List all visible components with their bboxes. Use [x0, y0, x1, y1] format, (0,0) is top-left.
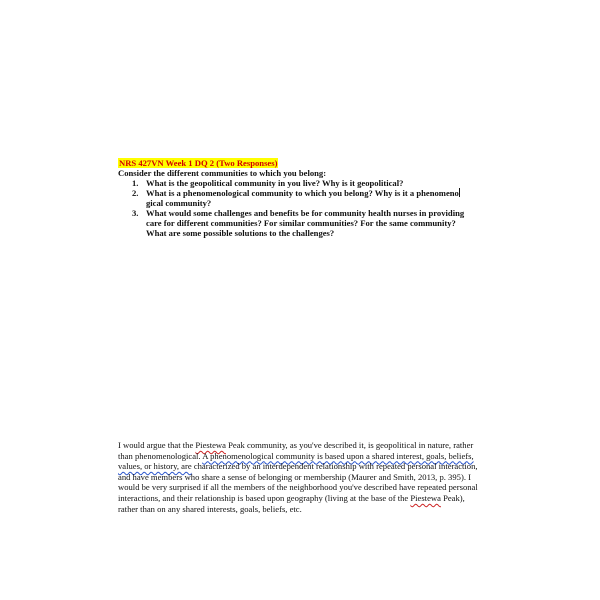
assignment-heading: NRS 427VN Week 1 DQ 2 (Two Responses): [119, 158, 278, 168]
question-text: What is the geopolitical community in you live? Why is it geopolitical?: [146, 178, 404, 188]
text-cursor: [459, 188, 460, 197]
discussion-question-block: [118, 158, 478, 238]
question-item: [118, 178, 478, 188]
question-number: 3.: [132, 208, 139, 218]
question-item: [118, 188, 478, 208]
response-paragraph-block: [118, 440, 483, 514]
response-text: Peak), rather than on any shared interests, goals, beliefs, etc.: [118, 492, 465, 514]
response-text: Peak community, as you've described it, is geopolitical in nature, rather than phenomenological.: [118, 440, 474, 461]
question-number: 1.: [132, 178, 139, 188]
question-list: [118, 178, 478, 238]
question-item: [118, 208, 478, 238]
question-text: What would some challenges and benefits be for community health nurses in providing care for different communities? For similar communities? For the same community? What are some possible solutions to the challenges?: [146, 208, 465, 238]
grammar-flagged-text: A phenomenological community is based upon a shared interest, goals, beliefs, values, or history, are: [118, 450, 474, 472]
question-intro: Consider the different communities to which you belong:: [118, 168, 327, 178]
misspelled-word: Piestewa: [410, 492, 441, 503]
question-text-part-a: What is a phenomenological community to which you belong? Why is it a phenomeno: [146, 188, 459, 198]
response-paragraph: [118, 440, 483, 514]
misspelled-word: Piestewa: [195, 440, 226, 450]
question-text-part-b: gical community?: [146, 198, 212, 208]
response-text: I would argue that the: [118, 440, 196, 450]
response-text: characterized by an interdependent relationship with repeated personal interaction, and have members who share a sense of belonging or membership (Maurer and Smith, 2013, p. 395). I would be very surprised if all the members of the neighborhood you've described have repeated personal interactions, and their relationship is based upon geography (living at the base of the: [118, 461, 478, 503]
question-number: 2.: [132, 188, 139, 198]
